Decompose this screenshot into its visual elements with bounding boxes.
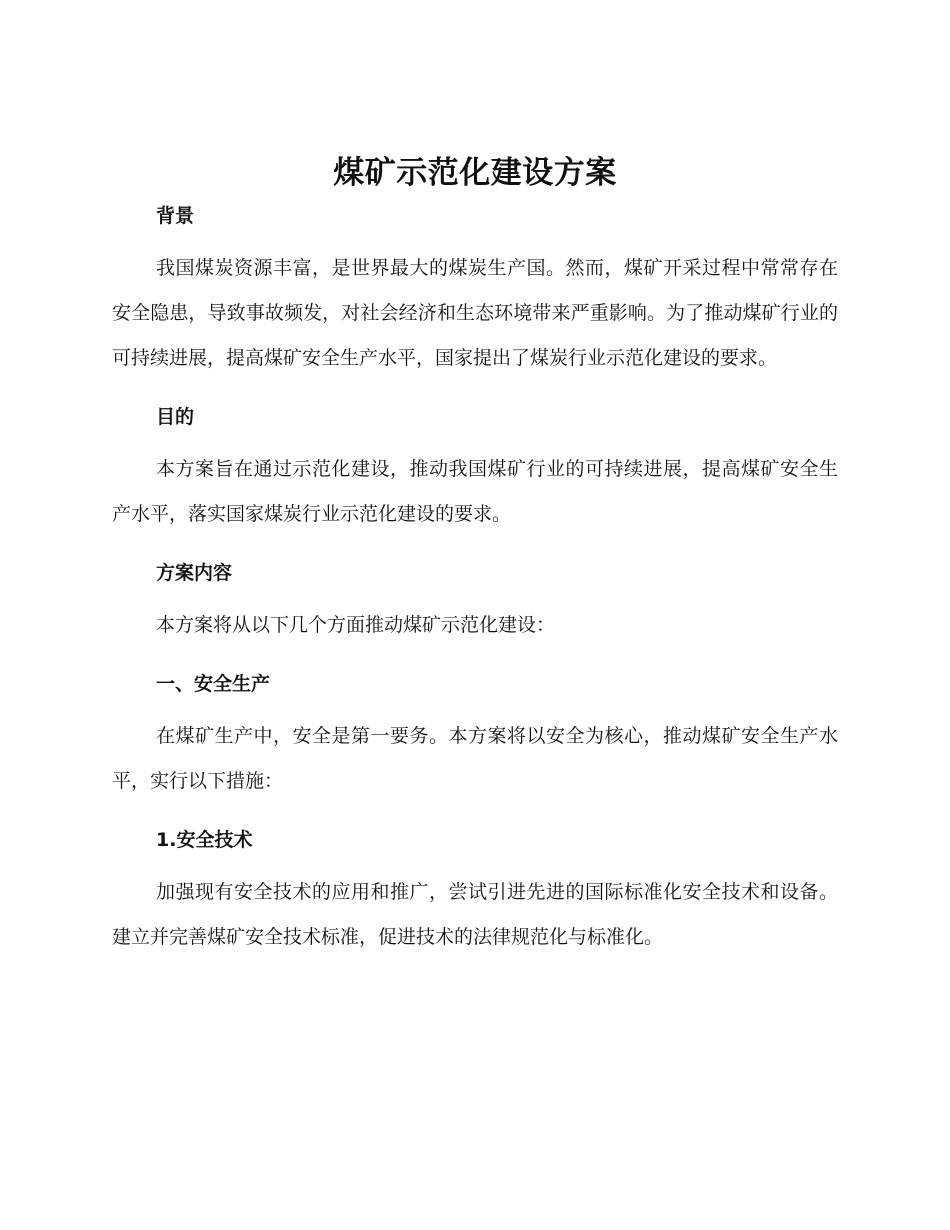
section-background <box>112 200 838 381</box>
section-heading: 目的 <box>156 406 195 428</box>
section-safety-production <box>112 668 838 804</box>
section-paragraph: 在煤矿生产中，安全是第一要务。本方案将以安全为核心，推动煤矿安全生产水平，实行以下措施： <box>112 725 838 792</box>
section-purpose <box>112 401 838 537</box>
section-paragraph: 加强现有安全技术的应用和推广，尝试引进先进的国际标准化安全技术和设备。建立并完善煤矿安全技术标准，促进技术的法律规范化与标准化。 <box>112 881 838 948</box>
section-heading: 一、安全生产 <box>156 673 271 695</box>
section-paragraph: 本方案将从以下几个方面推动煤矿示范化建设： <box>156 614 556 636</box>
section-paragraph: 本方案旨在通过示范化建设，推动我国煤矿行业的可持续进展，提高煤矿安全生产水平，落实国家煤炭行业示范化建设的要求。 <box>112 458 838 525</box>
section-heading: 1.安全技术 <box>156 829 253 851</box>
section-heading: 背景 <box>156 205 195 227</box>
document-title: 煤矿示范化建设方案 <box>333 155 617 191</box>
section-safety-technology <box>112 824 838 960</box>
section-heading: 方案内容 <box>156 562 233 584</box>
section-plan-content <box>112 557 838 648</box>
section-paragraph: 我国煤炭资源丰富，是世界最大的煤炭生产国。然而，煤矿开采过程中常常存在安全隐患，导致事故频发，对社会经济和生态环境带来严重影响。为了推动煤矿行业的可持续进展，提高煤矿安全生产水平，国家提出了煤炭行业示范化建设的要求。 <box>112 257 838 369</box>
